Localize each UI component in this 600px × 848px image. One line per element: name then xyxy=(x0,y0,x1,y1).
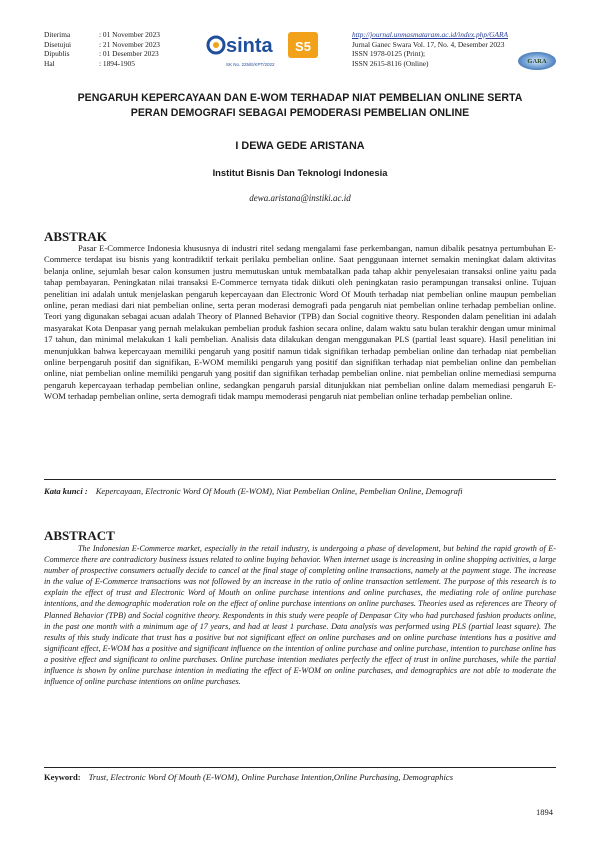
abstract-body: The Indonesian E-Commerce market, especially in the retail industry, is undergoing a phase of development, but behind the rapid growth of E-Commerce there are contradictory business issues related to online buying behavior. When internet usage is increasing in online shopping activities, a large number of prospective consumers actually decide to cancel at the final stage of completing online transactions, namely at the payment stage. The increase in the value of E-Commerce transactions was not followed by an increase in the ratio of online transaction settlement. The purpose of this research is to explain the effect of trust and Electronic Word of Mouth on online purchase intentions and online purchases, the mediating role of online purchase intentions, and the demographic moderation role on the effect of online purchase intentions on online purchases. Theories used as references are Theory of Planned Behavior (TPB) and Social cognitive theory. Respondents in this study were people of Denpasar City who had purchased fashion products online, in the past one month with a minimum age of 17 years, and had at least 1 purchase. Data analysis was performed using PLS (partial least square). The results of this study indicate that trust has a positive but not significant effect on online purchases and on online purchase intentions has a positive and significant effect, E-WOM has a positive and significant influence on the intention of online purchase and online purchase, intention to purchase online has a positive effect and significant to online purchases. Online purchase intention mediates perfectly the effect of trust in online purchases, while the partial influence is shown by online purchase intention in mediating the effect of E-WOM on online purchases, and demographics are not able to moderate the influence of online purchase intentions on online purchases. xyxy=(44,544,556,687)
divider xyxy=(44,479,556,480)
article-dates xyxy=(44,30,160,68)
author-email[interactable]: dewa.aristana@instiki.ac.id xyxy=(249,193,351,203)
author-name: I DEWA GEDE ARISTANA xyxy=(235,140,365,152)
date-value: : 01 Desember 2023 xyxy=(99,49,159,59)
journal-link[interactable]: http://journal.unmasmataram.ac.id/index.php/GARA xyxy=(352,30,509,39)
date-value: : 21 November 2023 xyxy=(99,39,160,49)
title-line: PENGARUH KEPERCAYAAN DAN E-WOM TERHADAP NIAT PEMBELIAN ONLINE SERTA xyxy=(77,92,523,104)
gara-logo: GARA xyxy=(518,52,556,70)
issn-print: ISSN 1978-0125 (Print); xyxy=(352,49,426,59)
abstract-heading: ABSTRACT xyxy=(44,528,115,543)
keywords xyxy=(44,772,556,783)
kata-kunci-value: Kepercayaan, Electronic Word Of Mouth (E-WOM), Niat Pembelian Online, Pembelian Online, Demografi xyxy=(95,486,463,496)
date-label: Diterima xyxy=(44,30,71,39)
sinta-logo xyxy=(204,30,340,70)
page-number: 1894 xyxy=(536,807,553,817)
keyword-value: Trust, Electronic Word Of Mouth (E-WOM), Online Purchase Intention,Online Purchasing, Demographics xyxy=(88,772,454,782)
article-title xyxy=(40,91,560,121)
institution: Institut Bisnis Dan Teknologi Indonesia xyxy=(212,167,388,178)
keyword-label: Keyword: xyxy=(44,772,81,782)
title-line: PERAN DEMOGRAFI SEBAGAI PEMODERASI PEMBELIAN ONLINE xyxy=(130,107,470,119)
kata-kunci-label: Kata kunci : xyxy=(44,486,88,496)
kata-kunci xyxy=(44,486,556,497)
issn-online: ISSN 2615-8116 (Online) xyxy=(352,58,429,68)
date-value: : 01 November 2023 xyxy=(99,30,160,39)
date-label: Disetujui xyxy=(44,39,72,49)
abstrak-heading: ABSTRAK xyxy=(44,229,107,244)
svg-text:S5: S5 xyxy=(295,39,311,54)
pages-label: Hal xyxy=(44,58,55,68)
svg-text:SK No. 225/E/KPT/2022: SK No. 225/E/KPT/2022 xyxy=(226,62,275,67)
page-header xyxy=(44,30,556,70)
svg-text:sinta: sinta xyxy=(226,35,273,57)
journal-volume: Jurnal Ganec Swara Vol. 17, No. 4, Desember 2023 xyxy=(352,39,505,49)
date-label: Dipublis xyxy=(44,49,70,59)
pages-value: : 1894-1905 xyxy=(99,58,135,68)
abstrak-body: Pasar E-Commerce Indonesia khususnya di industri ritel sedang mengalami fase perkembangan, namun dibalik pesatnya pertumbuhan E-Commerce terdapat isu bisnis yang kontradiktif terkait perilaku pembelian online. Saat penggunaan internet semakin meningkat dalam aktivitas belanja online, sejumlah besar calon konsumen justru memutuskan untuk membatalkan pada tahap akhir penyelesaian transaksi online yaitu pada tahap pembayaran. Peningkatan nilai transaksi E-Commerce ternyata tidak diikuti oleh peningkatan rasio perampungan transaksi online. Tujuan penelitian ini adalah untuk menjelaskan pengaruh kepercayaan dan Electronic Word Of Mouth terhadap niat pembelian online maupun pembelian online, peran mediasi dari niat pembelian online, serta peran moderasi demografi pada pengaruh niat pembelian online terhadap pembelian online. Teori yang digunakan sebagai acuan adalah Theory of Planned Behavior (TPB) dan Social cognitive theory. Responden dalam penelitian ini adalah masyarakat Kota Denpasar yang pernah melakukan pembelian produk fashion secara online, dalam waktu satu bulan terakhir dengan umur minimal 17 tahun, dan minimal melakukan 1 kali pembelian. Analisis data dilakukan dengan menggunakan PLS (partial least square). Hasil penelitian ini menunjukkan bahwa kepercayaan memiliki pengaruh yang positif namun tidak signifikan terhadap pembelian online dan terhadap niat pembelian online berpengaruh positif dan signifikan, E-WOM memiliki pengaruh yang positif dan signifikan terhadap niat pembelian online dan pembelian online, niat pembelian online memiliki pengaruh yang positif dan signifikan terhadap pembelian online. niat pembelian online memediasi sempurna pengaruh kepercayaan terhadap pembelian online, sedangkan pengaruh parsial ditunjukkan niat pembelian online dalam memediasi pengaruh E-WOM terhadap pembelian online, serta demografi tidak mampu memoderasi pengaruh niat pembelian online terhadap pembelian online. xyxy=(44,243,556,402)
divider xyxy=(44,767,556,768)
